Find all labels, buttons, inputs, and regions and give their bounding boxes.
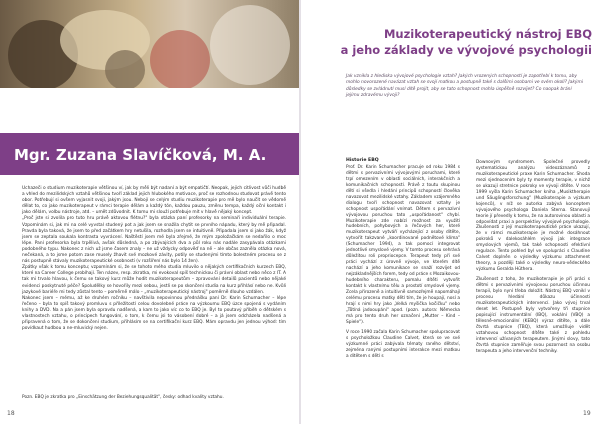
right-column-1 — [346, 158, 460, 363]
right-column-2 — [476, 160, 590, 359]
article-intro: Jak vznikla z hlediska vývojové psychologie vztah? Jakých vrozených schopností je zapotřebí k tomu, aby mohlo novorozené navázat vztah se svojí matkou a postupně také s dalšími osobami ve svém okolí? Jakými důsledky se zvládnutí musí dítě projít, aby se tato schopnost mohla úspěšně rozvíjet? Co naopak brání jejímu zdravému vývoji? — [346, 74, 583, 98]
left-body-text — [22, 186, 286, 332]
paragraph: Nakonec jsem – mému, až ke druhém ročníku – navštívila nepovinnou přednášku paní Dr. Karin Schumacher – lépe řečeno – byla to spíš takový promluvu s příležitostí celou dovolebné práce na výzkoumu EBQ úzce spojená s vydáním knihy a DVD. Na a pán jsem byla opravdu nadšená, a kam to jako víc co to EBQ je. Byl to poutavý příběh o dětském s vlastnostech vztahu, o principech fungování, o tom, k čemu jsi to vásobení dobré – a já jsem odcházela nadšená a připravená o tom, že se dokončení studium, přihlásím se na certifikační kurz EBQ. Mám opravdu jen jednou výhod: tím povídkaut hudbou a ne-mluvický nejen. — [22, 295, 286, 332]
photo-shape — [105, 50, 145, 88]
paragraph: Downovým syndromem. Společné provedly systematickou analýzu videozáznamů z muzikoterapeutické praxe Karin Schumacher. Shoda mezi sjednocením byly ty momenty terapie, v nichž se ukazují stretnice pokroky ve vývoji dítěte. V roce 1999 vyšla Karin Schumacher kniha „Musiktherapie und Säuglingsforschung" (Muzikoterapie a výzkum kojenců), v níž se autorka zabývá konceptem vývojového psychologa Daniela Sterna. Stanovují teorie jí převedly k tomu, že na autorovinou oblasti a odpovídat praxi a perspektivy vývojové psychologie. Zkušenosti z její muzikoterapeutické práce ukazují, že v rámci muzikoterapie je možné dosáhnout pokroků v dalekosáhlém vývoji jak integrace smyslových vjemů, tak také schopnosti efektivní regulace. Tento pohled byl ve spolupráci s Claudine Calvet doplněn o výsledky výzkumu attachment theory, a později také o výsledky neuro-vědeckého výzkumu Geralda Hüthera. — [476, 160, 590, 273]
page-number-right: 19 — [583, 410, 591, 417]
spine-divider — [299, 0, 301, 424]
paragraph: Zkušenost z toho, že muzikoterapie je při práci s dětmi s pervazivními vývojovou poruchou účinnou terapií, bylo nyní třeba doložit. Nástroj EBQ vznikl v procesu hledání důkazu účinnosti muzikoterapeutických intervencí. Jako vývoj trval deset let. Postupně byly vytvořeny tři stupnice popisující instrumentální (IBQ), vokální (VBQ) a tělesně-emocionální (KEBQ) výraz dítěte, a dále čtvrtá stupnice (TBQ), která umožňuje vidět vztahovou schopnost dítěte také z pohledu intervencí užívaných terapeutem. Jinými slovy, tato čtvrtá stupnice zaměřuje svou pozornost na osobu terapeuta a jeho intervenční techniky. — [476, 277, 590, 354]
paragraph: V roce 1990 začala Karin Schumacher spolupracovat s psycholožkou Claudine Calvet, která se ve své výzkumné práci zabývala tématy raného dětství, zejména ranými postupními interakce mezi matkou a dítětem s dětí s — [346, 329, 460, 359]
page-number-left: 18 — [7, 410, 15, 417]
photo-shape — [210, 5, 290, 85]
article-title — [306, 26, 592, 58]
title-line: a jeho základy ve vývojové psychologii — [340, 43, 592, 57]
header-photo — [0, 0, 299, 88]
paragraph: Zpátky však k tomu konceptu; vzpomínám si, že se tohoto mého studia mluvilo o nějakých certifikačních kurzech EBQ, které na Career College probíhají. Ten název, resp. zkratka, mi evokoval spíš technickou či právní oblast nebo něco z IT. A tak mi trvalo hlavou, k čemu se takový kurz může hodit muzikoterapeutům – zpravování detailů pacientů nebo nějaké evidenci poskytnuté péče? Spoludělky se hovořily mezi sebou, jestli se po skončení studia na kurz přihlásí nebo ne. Kvůli jazykové bariéře mi tedy zůstal tento – poměrně málo – „muzikoterapeutický nástroj" poměrně dlouho vzdálen. — [22, 265, 286, 295]
title-line: Muzikoterapeutický nástroj EBQ — [383, 27, 592, 41]
footnote: Pozn. EBQ je zkratka pro „Einschätzung der Beziehungsqualität", česky: odhad kvality vztahu. — [22, 395, 224, 400]
paragraph: Prof. Dr. Karin Schumacher pracuje od roku 1984 s dětmi s pervazivními vývojovými poruchami, které trpí omezením v oblasti sociálních, interakčních a komunikačních schopností. Právě z toutu skupinou dětí si všedla i hledání principů schopností člověka navazovat mezilidské vztahy. Základem vzájemného dialogu tvoří schopnost navazovat vztahy je schopnost uspořádání vnímat. Dětem s pervazivní vývojovou poruchou tato „uspořádanost" chybí. Muzikoterapie zde nabízí možnost za využití hudebních, pohybových a řečových her, které muzikoterapeut vytváří vycházející z osoby dítěte, vytvořit takzvané „koordinované podnětové klíma" (Schumacher 1994), a tak pomocí integrovat jednotlivé smyslové vjemy. V tomto procesu sehrává důležitou roli propriocepce. Terapeut tedy při své práci vychází z úrovně vývoje, ve kterém dítě nachází a jeho komunikace se snaží rozvíjet od nejzákladnějších forem, tedy od práce s Mozaikovou-hudebního charakteru, pomalu dítěti vytvořit kontakt k vlastnímu tělu a prostotí smyslové vjemy. Zcela přirozeně a intuitivně samozřejmě napomáhají celému procesu matky dětí tím, že je houpají, nosí a hrají s nimi hry jako „Velká myšička kočičku" nebo „Tůtíná jadooupání" apod. (pozn. autora: Německa má pro tento druh her označení „Mutter – Kind – Spiele"). — [346, 164, 460, 325]
paragraph: Uchazeči o studium muzikoterapie většinou ví, jak by měli být nadaní a být empatičtí. Neopak, jejich citlivost vůči hudbě a vhled do mezilidských vztahů většinou tvoří základ jejich hlubokého motivace, proč se rozhodnou studovat právě tento obor. Potřebují si ovšem vyjasnit svoji, jakým jsou. Nebojí se celým studiu muzikoterapie pro mě bylo naučit se vědomě dělat to, co jako muzikoterapeut v rámci terapie dělám a každý tón, každou pauzu, změnu tempa, každý oční kontakt i jako dělám, volbu nástroje, atd. – umět zdůvodnit. K tomu mi slouží potřebuje mít v hlavě nějaký koncept. — [22, 186, 286, 216]
photo-shape — [150, 30, 210, 88]
author-name: Mgr. Zuzana Slavíčková, M. A. — [14, 146, 267, 164]
paragraph: „Proč jste si zvolila pro tuto hru právě aktovou flétnu?" byla otázka paní profesorky na seminaři individuální terapie. Vzpomínám si, jak mi na celé vyvstal studený pot a jak jsem se snažila chytit se prvního nápadu, který by mě připadal. Pravda byla taková, že jsem to před začátkem hry netušila, rozhodla jsem se intuitivně. Připadala jsem si jako žák, když jsem se zeptala soukala kontrasta vyvrácení. Naštěstí jsem mé byla zřejmé, že mým zpoložačkám se nedařilo o moc lépe. Paní profesorka byla trpělivá, avšak důsledná, a po zbývajících dva a půl roku nás nadále zasypávala otázkami podobného typu. Nakonec z nich už jsme časem znaly – ne už vždycky odpověď na ně – ale občas zazněla otázka nová, nečekaná, a to jsme potom zase musely žhavit své mozkové závity, potily se studenými tímto bolestném procesu se z nás postupně stávaly muzikoterapeutické osobnosti (v rozšíření nás bylo 14 žen). — [22, 216, 286, 265]
section-heading: Historie EBQ — [346, 158, 379, 163]
